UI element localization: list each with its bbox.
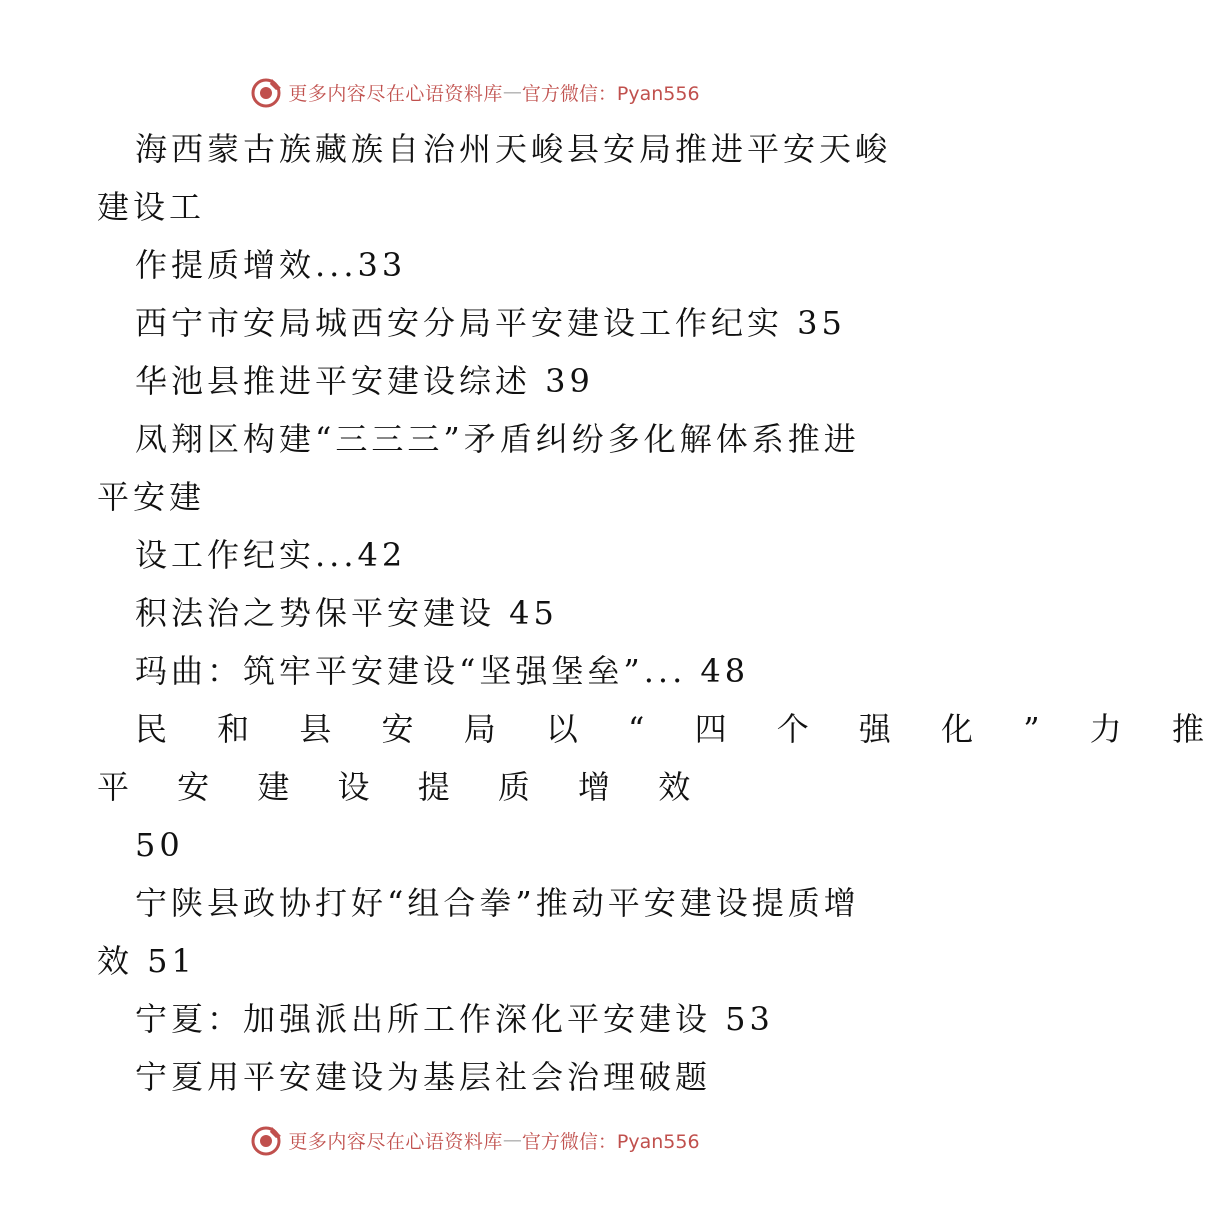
toc-line: 宁夏：加强派出所工作深化平安建设 53	[135, 1000, 774, 1038]
watermark-text: 更多内容尽在心语资料库	[288, 82, 503, 105]
toc-line: 西宁市安局城西安分局平安建设工作纪实 35	[135, 304, 846, 342]
toc-line: 平安建	[97, 478, 206, 516]
toc-line: 凤翔区构建“三三三”矛盾纠纷多化解体系推进	[135, 420, 860, 458]
toc-line: 宁陕县政协打好“组合拳”推动平安建设提质增	[135, 884, 860, 922]
watermark-account: 官方微信：Pyan556	[521, 1130, 700, 1153]
footer-watermark	[0, 1120, 950, 1160]
watermark-separator: —	[502, 81, 522, 103]
toc-line: 宁夏用平安建设为基层社会治理破题	[135, 1058, 712, 1096]
watermark-text: 更多内容尽在心语资料库	[288, 1130, 503, 1153]
toc-line: 平 安 建 设 提 质 增 效	[97, 768, 710, 806]
watermark-account: 官方微信：Pyan556	[521, 82, 700, 105]
toc-line: 海西蒙古族藏族自治州天峻县安局推进平安天峻	[135, 130, 892, 168]
pen-seal-icon	[250, 75, 284, 109]
toc-line: 民 和 县 安 局 以 “ 四 个 强 化 ” 力 推	[135, 710, 1224, 748]
toc-line: 华池县推进平安建设综述 39	[135, 362, 594, 400]
pen-seal-icon	[250, 1123, 284, 1157]
toc-line: 积法治之势保平安建设 45	[135, 594, 558, 632]
watermark-separator: —	[502, 1129, 522, 1151]
toc-line: 建设工	[97, 188, 206, 226]
toc-line: 玛曲：筑牢平安建设“坚强堡垒”... 48	[135, 652, 750, 690]
toc-line: 效 51	[97, 942, 196, 980]
toc-line: 设工作纪实...42	[135, 536, 407, 574]
toc-line: 50	[135, 826, 184, 864]
header-watermark	[0, 72, 950, 112]
toc-line: 作提质增效...33	[135, 246, 407, 284]
